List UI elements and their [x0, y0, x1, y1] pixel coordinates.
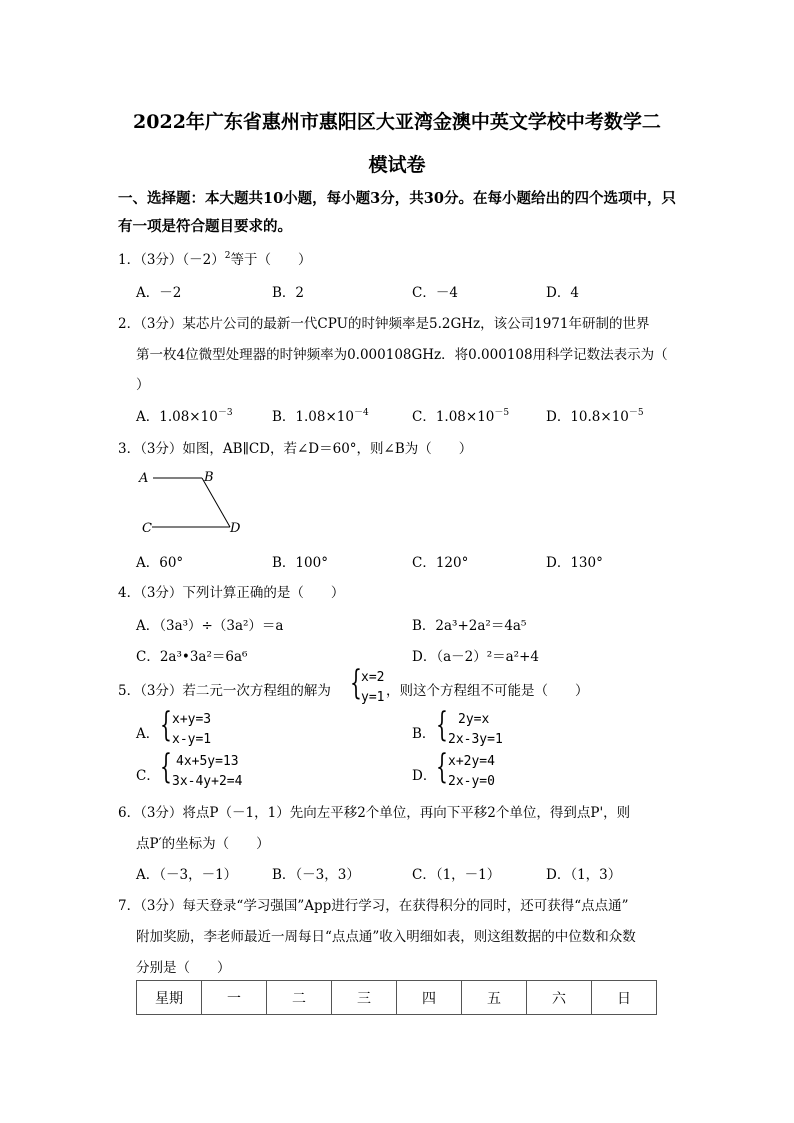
q2-option-c-base: C．1.08×10: [412, 409, 495, 425]
q6-option-b[interactable]: B．（－3，3）: [272, 867, 360, 883]
q5-option-a-eq1: x+y=3: [172, 712, 212, 727]
q6-option-d[interactable]: D．（1，3）: [546, 867, 622, 883]
point-label-d: D: [230, 521, 241, 536]
q7-income-table: [136, 980, 657, 1015]
exam-title-line2: 模试卷: [368, 154, 426, 176]
q5-option-d-system[interactable]: [448, 752, 495, 792]
q1-option-b[interactable]: B．2: [272, 285, 305, 301]
question-6-line2: 点P′的坐标为（ ）: [136, 836, 270, 852]
q3-option-b[interactable]: B．100°: [272, 555, 328, 571]
q5-solution-x: x=2: [361, 670, 385, 685]
q5-solution-system: [361, 668, 384, 708]
exam-title-line1: 2022年广东省惠州市惠阳区大亚湾金澳中英文学校中考数学二: [133, 111, 661, 133]
q5-option-a-brace: {: [160, 705, 172, 745]
question-7-line2: 附加奖励，李老师最近一周每日“点点通”收入明细如表，则这组数据的中位数和众数: [136, 929, 636, 945]
q5-solution-y: y=1: [361, 690, 385, 705]
q3-option-a[interactable]: A．60°: [136, 555, 184, 571]
table-cell-header-4: 四: [397, 981, 462, 1015]
table-cell-header-5: 五: [462, 981, 527, 1015]
q2-option-a-base: A．1.08×10: [136, 409, 218, 425]
section-heading-line1: 一、选择题：本大题共10小题，每小题3分，共30分。在每小题给出的四个选项中，只: [118, 190, 676, 207]
q5-option-d-label[interactable]: D．: [412, 768, 437, 784]
table-header-row: [137, 981, 657, 1015]
q3-option-c[interactable]: C．120°: [412, 555, 469, 571]
q5-option-c-label[interactable]: C．: [136, 768, 160, 784]
q5-option-c-eq2: 3x-4y+2=4: [172, 774, 243, 789]
q3-parallel-lines-figure: [130, 464, 260, 538]
q5-option-d-eq1: x+2y=4: [448, 754, 495, 769]
question-5-stem-part1: 5．（3分）若二元一次方程组的解为: [118, 683, 331, 699]
question-2-line2: 第一枚4位微型处理器的时钟频率为0.000108GHz．将0.000108用科学记数法表示为（: [136, 347, 668, 363]
q5-option-d-eq2: 2x-y=0: [448, 774, 495, 789]
q2-option-d-exp: －5: [628, 408, 644, 418]
q5-option-a-system[interactable]: [172, 710, 211, 750]
segment-bd: [202, 478, 230, 527]
q2-option-d-base: D．10.8×10: [546, 409, 629, 425]
q5-option-b-eq2: 2x-3y=1: [448, 732, 503, 747]
table-cell-header-1: 一: [202, 981, 267, 1015]
q2-option-a[interactable]: [136, 405, 233, 425]
q4-option-a[interactable]: A．（3a³）÷（3a²）＝a: [136, 618, 284, 634]
question-7-line1: 7．（3分）每天登录“学习强国”App进行学习，在获得积分的同时，还可获得“点点通”: [118, 898, 629, 914]
table-cell-header-2: 二: [267, 981, 332, 1015]
q1-option-d[interactable]: D．4: [546, 285, 579, 301]
q5-option-d-brace: {: [436, 747, 448, 787]
q4-option-c[interactable]: C．2a³•3a²＝6a⁶: [136, 649, 248, 665]
table-cell-header-0: 星期: [137, 981, 202, 1015]
q1-option-a[interactable]: A．－2: [136, 285, 182, 301]
q5-option-c-system[interactable]: [172, 752, 242, 792]
q2-option-c[interactable]: [412, 405, 509, 425]
question-5-stem-part2: ，则这个方程组不可能是（ ）: [386, 683, 589, 699]
q5-option-a-label[interactable]: A．: [136, 726, 160, 742]
question-3-stem: 3．（3分）如图，AB∥CD，若∠D＝60°，则∠B为（ ）: [118, 441, 473, 457]
q5-option-b-label[interactable]: B．: [412, 726, 436, 742]
q4-option-d[interactable]: D．（a－2）²＝a²+4: [412, 649, 539, 665]
table-cell-header-3: 三: [332, 981, 397, 1015]
q5-option-b-brace: {: [436, 705, 448, 745]
q1-option-c[interactable]: C．－4: [412, 285, 458, 301]
q5-option-b-eq1: 2y=x: [458, 712, 490, 727]
q6-option-c[interactable]: C．（1，－1）: [412, 867, 501, 883]
question-4-stem: 4．（3分）下列计算正确的是（ ）: [118, 585, 345, 601]
q1-stem-part2: 等于（ ）: [230, 252, 312, 268]
point-label-b: B: [204, 470, 214, 485]
q2-option-a-exp: －3: [217, 408, 233, 418]
q1-stem-part1: 1．（3分）（－2）: [118, 252, 225, 268]
q2-option-c-exp: －5: [494, 408, 510, 418]
q4-option-b[interactable]: B．2a³+2a²＝4a⁵: [412, 618, 527, 634]
question-1-stem: [118, 248, 312, 268]
question-2-line3: ）: [136, 377, 150, 393]
q5-option-a-eq2: x-y=1: [172, 732, 212, 747]
q5-solution-brace: {: [350, 663, 362, 703]
question-6-line1: 6．（3分）将点P（－1，1）先向左平移2个单位，再向下平移2个单位，得到点P'，则: [118, 805, 631, 821]
q2-option-b-base: B．1.08×10: [272, 409, 354, 425]
point-label-c: C: [142, 521, 152, 536]
q5-option-b-system[interactable]: [448, 710, 503, 750]
question-7-line3: 分别是（ ）: [136, 960, 231, 976]
table-cell-header-6: 六: [527, 981, 592, 1015]
q2-option-b[interactable]: [272, 405, 369, 425]
q2-option-d[interactable]: [546, 405, 644, 425]
q6-option-a[interactable]: A．（－3，－1）: [136, 867, 238, 883]
table-cell-header-7: 日: [592, 981, 657, 1015]
section-heading-line2: 有一项是符合题目要求的。: [118, 218, 292, 235]
q1-exponent: 2: [224, 251, 231, 261]
q2-option-b-exp: －4: [353, 408, 369, 418]
q5-option-c-eq1: 4x+5y=13: [176, 754, 239, 769]
question-2-line1: 2．（3分）某芯片公司的最新一代CPU的时钟频率是5.2GHz，该公司1971年研制的世界: [118, 316, 650, 332]
point-label-a: A: [139, 471, 149, 486]
q3-option-d[interactable]: D．130°: [546, 555, 603, 571]
q5-option-c-brace: {: [160, 747, 172, 787]
